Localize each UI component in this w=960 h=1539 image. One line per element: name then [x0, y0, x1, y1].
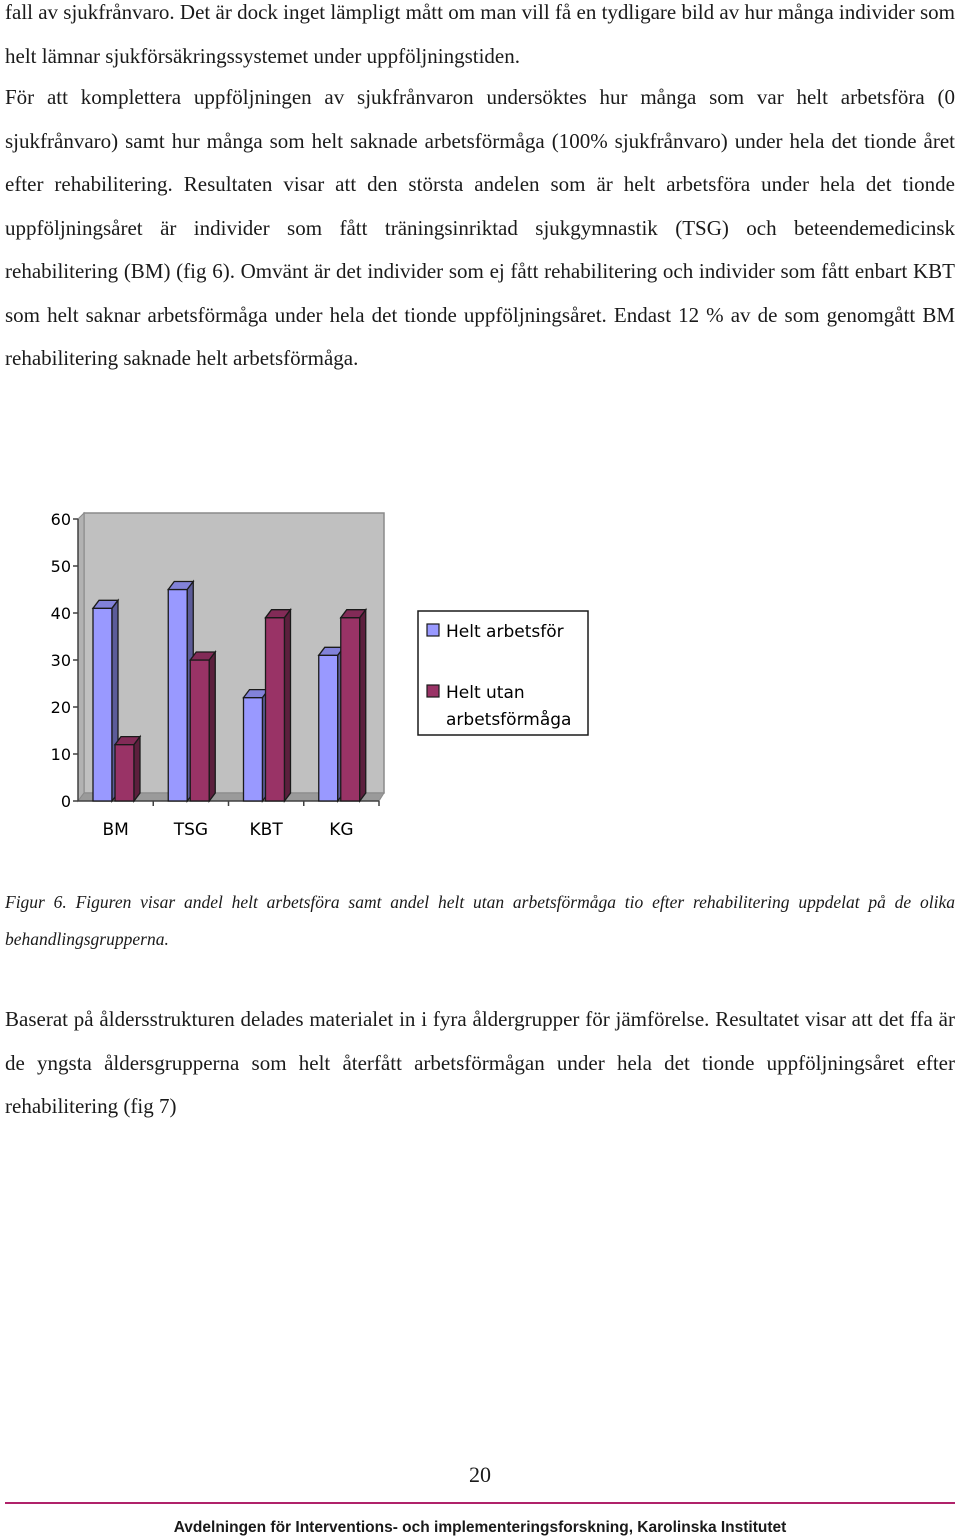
body-paragraph-1: fall av sjukfrånvaro. Det är dock inget lämpligt mått om man vill få en tydligare bild av hur många individer som helt lämnar sjukförsäkringssystemet under uppföljningstiden. [5, 0, 955, 68]
bar-side [285, 610, 291, 801]
bar-front [115, 745, 134, 801]
bar-front [168, 590, 187, 802]
bar-front [93, 608, 112, 801]
x-tick-label: KG [329, 820, 354, 840]
legend-label: arbetsförmåga [446, 710, 572, 730]
y-tick-label: 10 [50, 745, 71, 764]
page-number: 20 [469, 1462, 491, 1487]
x-tick-label: BM [102, 820, 129, 840]
chart-side-wall [78, 513, 84, 801]
legend-swatch [427, 685, 439, 697]
y-tick-label: 20 [50, 698, 71, 717]
body-paragraph-2: För att komplettera uppföljningen av sjukfrånvaron undersöktes hur många som var helt arbetsföra (0 sjukfrånvaro) samt hur många som helt saknade arbetsförmåga (100% sjukfrånvaro) under hela det tionde året efter rehabilitering. Resultaten visar att den största andelen som är helt arbetsföra under hela det tionde uppföljningsåret är individer som fått träningsinriktad sjukgymnastik (TSG) och beteendemedicinsk rehabilitering (BM) (fig 6). Omvänt är det individer som ej fått rehabilitering och individer som fått enbart KBT som helt saknar arbetsförmåga under hela det tionde uppföljningsåret. Endast 12 % av de som genomgått BM rehabilitering saknade helt arbetsförmåga. [5, 85, 955, 370]
y-tick-label: 0 [60, 792, 71, 811]
figure-caption: Figur 6. Figuren visar andel helt arbetsföra samt andel helt utan arbetsförmåga tio efter rehabilitering uppdelat på de olika behandlingsgrupperna. [5, 892, 955, 949]
legend-label: Helt utan [446, 683, 525, 703]
footer-text: Avdelningen för Interventions- och implementeringsforskning, Karolinska Institutet [173, 1519, 787, 1536]
bar-chart-svg [0, 490, 640, 850]
y-tick-label: 30 [50, 651, 71, 670]
bar-front [319, 655, 338, 801]
bar-front [341, 618, 360, 801]
y-tick-label: 40 [50, 604, 71, 623]
figure-6-chart [0, 490, 640, 850]
bar-front [266, 618, 285, 801]
bar-side [360, 610, 366, 801]
x-tick-label: TSG [173, 820, 209, 840]
bar-front [190, 660, 209, 801]
footer-rule [5, 1502, 955, 1504]
y-tick-label: 50 [50, 557, 71, 576]
body-paragraph-3: Baserat på åldersstrukturen delades materialet in i fyra åldergrupper för jämförelse. Resultatet visar att det ffa är de yngsta åldersgrupperna som helt återfått arbetsförmågan under hela det tionde uppföljningsåret efter rehabilitering (fig 7) [5, 1007, 955, 1118]
y-tick-label: 60 [50, 510, 71, 529]
bar-front [244, 698, 263, 801]
legend-swatch [427, 624, 439, 636]
legend-label: Helt arbetsför [446, 622, 564, 642]
bar-side [209, 652, 215, 801]
bar-side [134, 737, 140, 801]
x-tick-label: KBT [249, 820, 283, 840]
